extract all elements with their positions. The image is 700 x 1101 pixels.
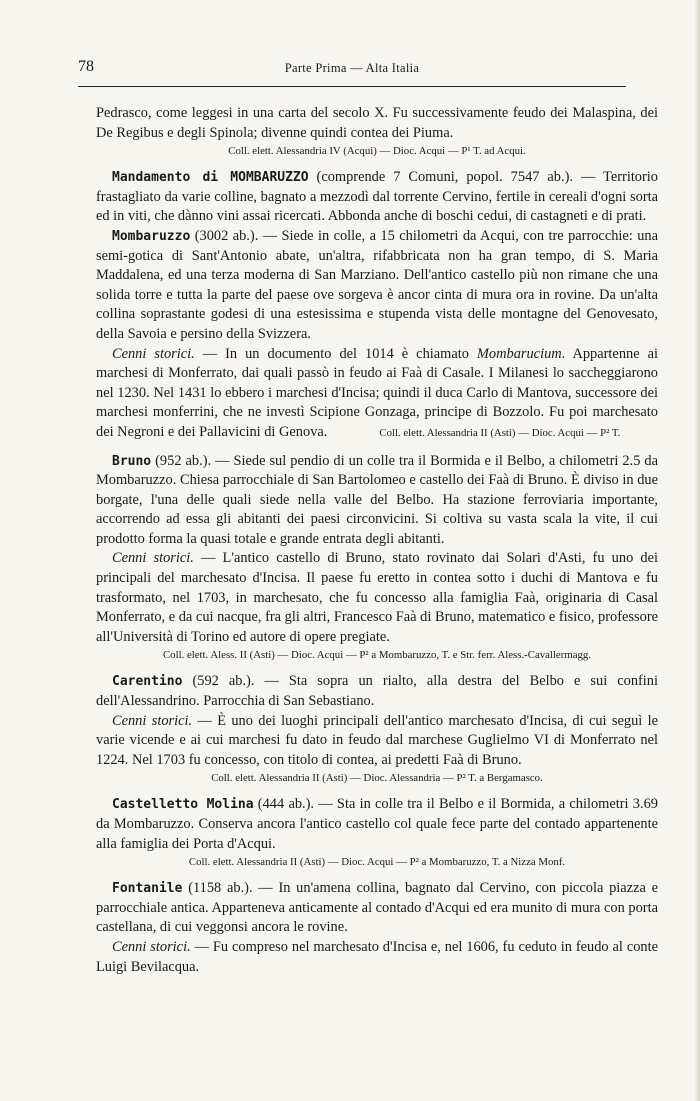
- page-edge-shadow: [694, 0, 700, 1101]
- entry-text: (592 ab.). — Sta sopra un rialto, alla destra del Belbo e sui confini dell'Alessandrino. Parrocchia di San Sebastiano.: [96, 673, 658, 710]
- history-text: — L'antico castello di Bruno, stato rovinato dai Solari d'Asti, fu uno dei principali del marchesato d'Incisa. Il paese fu eretto in contea sotto i duchi di Mantova e fu trasformato, nel 1703, in marchesato, che fu concesso alla famiglia Faà, originaria di Casal Monferrato, e da cui nacque, fra gli altri, Francesco Faà di Bruno, matematico e fisico, professore all'Università di Torino ed autore di opere pregiate.: [96, 550, 658, 645]
- reference-line: Coll. elett. Alessandria IV (Acqui) — Dioc. Acqui — P¹ T. ad Acqui.: [228, 145, 526, 158]
- paragraph-carentino-history: [96, 712, 658, 771]
- paragraph-fontanile: [96, 879, 658, 938]
- entry-text: (3002 ab.). — Siede in colle, a 15 chilometri da Acqui, con tre parrocchie: una semi-gotica di Sant'Antonio abate, un'altra, rifabbricata non ha gran tempo, di S. Maria Maddalena, ed una terza moderna di San Marziano. Dell'antico castello più non rimane che una solida torre e tutta la parte del paese ove sorgeva è ancor cinta di mura ora in rovine. Da un'alta collina soprastante godesi di una estesissima e stupenda vista delle montagne del Genovesato, della Savoia e persino della Svizzera.: [96, 227, 658, 342]
- page-body: [96, 104, 658, 977]
- entry-heading: Castelletto Molina: [112, 797, 254, 813]
- history-label: Cenni storici.: [112, 938, 191, 955]
- running-title: Parte Prima — Alta Italia: [284, 61, 420, 75]
- paragraph-castelletto-molina: [96, 795, 658, 854]
- history-label: Cenni storici.: [112, 712, 193, 729]
- entry-text: (comprende 7 Comuni, popol. 7547 ab.). — Territorio frastagliato da varie colline, bagnato a mezzodì dal torrente Cervino, fertile in cereali d'ogni sorta ed in viti, che dànno vini assai ricercati. Abbonda anche di boschi cedui, di castagneti e di prati.: [96, 169, 658, 225]
- reference-line: Coll. elett. Alessandria II (Asti) — Dioc. Alessandria — P² T. a Bergamasco.: [211, 772, 543, 785]
- latin-name: Mombarucium: [476, 345, 562, 362]
- page-header: [78, 58, 626, 82]
- paragraph-mandamento: [96, 168, 658, 227]
- history-label: Cenni storici.: [112, 345, 195, 362]
- entry-text: (1158 ab.). — In un'amena collina, bagnato dal Cervino, con piccola piazza e parrocchiale antica. Apparteneva anticamente al contado d'Acqui ed era munito di mura con porta castellana, di cui veggonsi ancora le rovine.: [96, 880, 658, 936]
- paragraph-carentino: [96, 672, 658, 711]
- reference-line: Coll. elett. Alessandria II (Asti) — Dioc. Acqui — P² T.: [379, 426, 621, 439]
- history-text: — Fu compreso nel marchesato d'Incisa e, nel 1606, fu ceduto in feudo al conte Luigi Bevilacqua.: [96, 938, 658, 975]
- paragraph-mombaruzzo: [96, 227, 658, 345]
- history-text: . Appartenne ai marchesi di Monferrato, dai quali passò in feudo ai Faà di Casale. I Milanesi lo saccheggiarono nel 1230. Nel 1431 lo ebbero i marchesi d'Incisa; quindi il duca Carlo di Mantova, successore dei marchesi monferrini, che ne investì Scipione Gonzaga, principe di Bozzolo. Fu poi marchesato dei Negroni e dei Pallavicini di Genova.: [96, 345, 658, 440]
- history-text: — È uno dei luoghi principali dell'antico marchesato d'Incisa, di cui seguì le varie vicende e ai cui marchesi fu dato in feudo dal marchese Guglielmo VI di Monferrato nel 1224. Nel 1703 fu concesso, con titolo di contea, ai predetti Faà di Bruno.: [96, 712, 658, 768]
- entry-heading: Fontanile: [112, 881, 183, 897]
- paragraph-mombaruzzo-history: [96, 345, 658, 443]
- entry-text: (444 ab.). — Sta in colle tra il Belbo e il Bormida, a chilometri 3.69 da Mombaruzzo. Conserva ancora l'antico castello col quale fece parte del contado appartenente alla famiglia dei Porta d'Acqui.: [96, 796, 658, 852]
- paragraph-fontanile-history: [96, 938, 658, 977]
- history-label: Cenni storici.: [112, 550, 194, 567]
- entry-text: (952 ab.). — Siede sul pendio di un colle tra il Bormida e il Belbo, a chilometri 2.5 da Mombaruzzo. Chiesa parrocchiale di San Bartolomeo e castello dei Faà di Bruno. È diviso in due borgate, l'una delle quali siede nella valle del Belbo. Ha stazione ferroviaria importante, accorrendo ad essa gli abitanti dei paesi circonvicini. Si coltiva su vasta scala la vite, il cui prodotto forma la quasi totale e grande entrata degli abitanti.: [96, 452, 658, 547]
- paragraph-bruno-history: [96, 549, 658, 647]
- entry-heading: Mombaruzzo: [112, 228, 191, 244]
- paragraph-bruno: [96, 452, 658, 550]
- entry-heading: Mandamento di MOMBARUZZO: [112, 170, 309, 186]
- paragraph-pedrasco: Pedrasco, come leggesi in una carta del secolo X. Fu successivamente feudo dei Malaspina, dei De Regibus e degli Spinola; divenne quindi contea dei Piuma.: [96, 105, 658, 141]
- entry-heading: Carentino: [112, 674, 183, 690]
- header-rule: [78, 86, 626, 87]
- entry-heading: Bruno: [112, 453, 152, 469]
- reference-line: Coll. elett. Alessandria II (Asti) — Dioc. Acqui — P² a Mombaruzzo, T. a Nizza Monf.: [188, 856, 566, 869]
- reference-line: Coll. elett. Aless. II (Asti) — Dioc. Acqui — P² a Mombaruzzo, T. e Str. ferr. Aless.-Cavallermagg.: [162, 649, 592, 662]
- page-number: 78: [78, 58, 94, 75]
- history-text: — In un documento del 1014 è chiamato: [194, 345, 477, 362]
